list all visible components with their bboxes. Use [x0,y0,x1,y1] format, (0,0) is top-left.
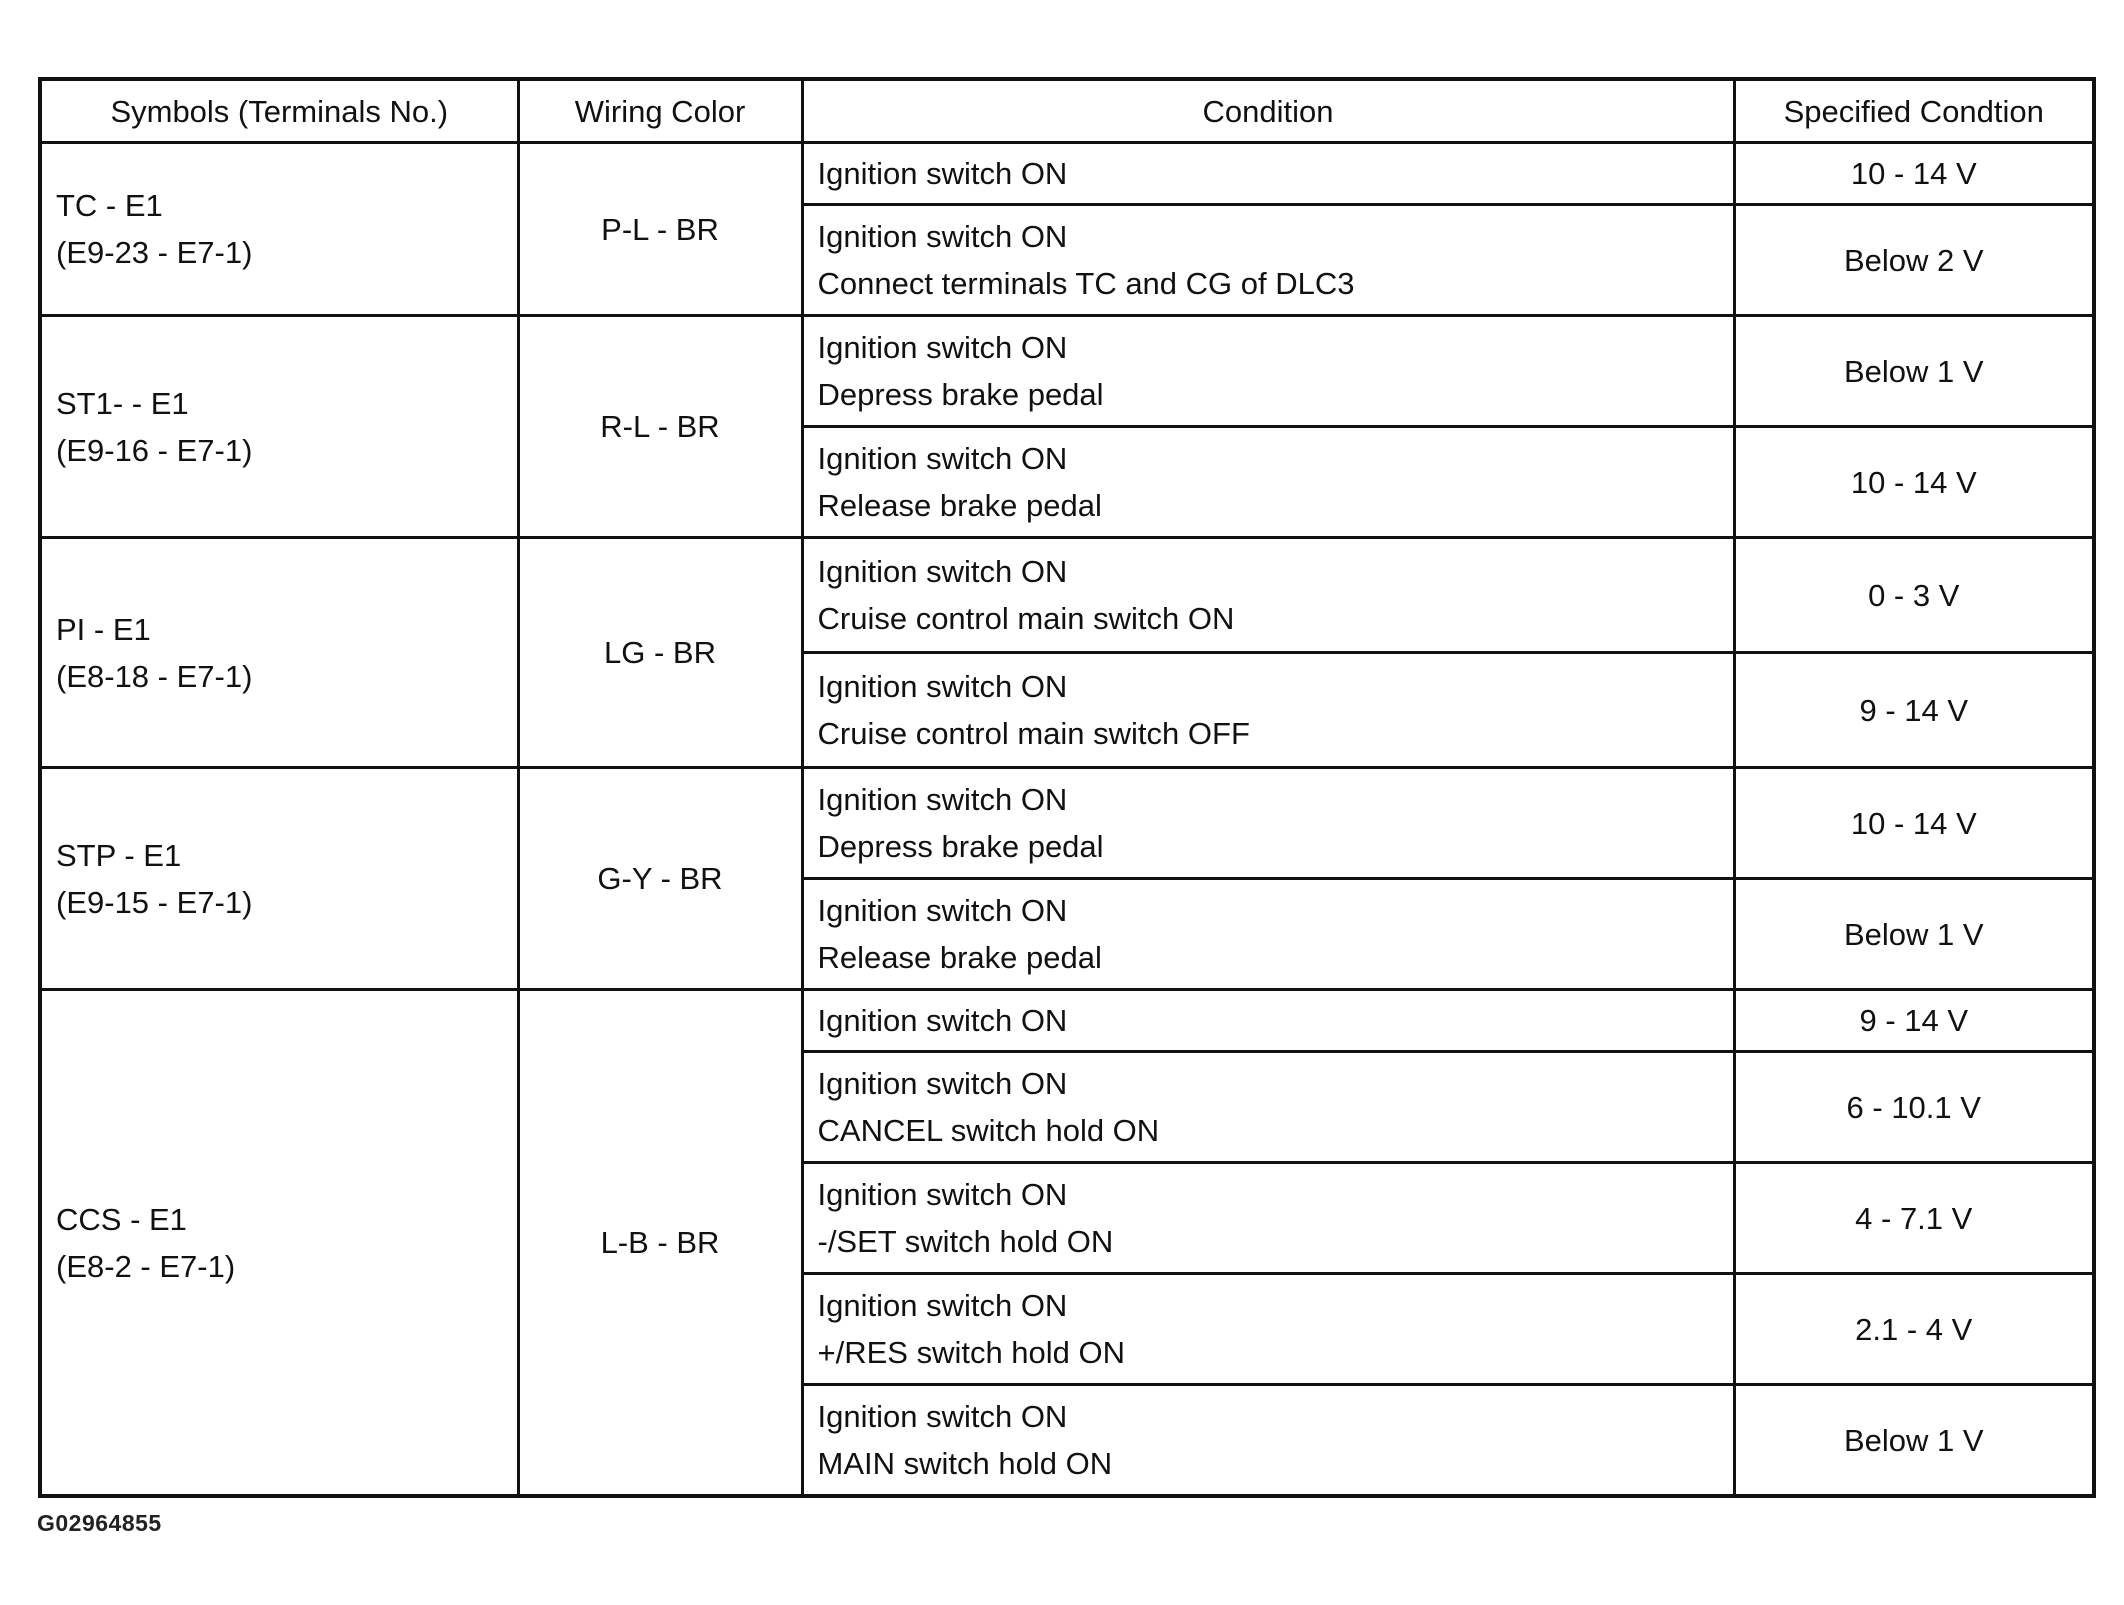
terminal-numbers: (E9-23 - E7-1) [56,235,253,270]
terminal-numbers: (E8-2 - E7-1) [56,1248,236,1284]
condition-line: +/RES switch hold ON [817,1335,1126,1370]
table-row [40,990,2094,1052]
condition-line: Ignition switch ON [817,330,1068,365]
condition-line: Ignition switch ON [817,156,1068,191]
symbol-name: CCS - E1 [56,1201,187,1237]
terminal-voltage-table [38,77,2096,1498]
header-wiring-color: Wiring Color [518,79,802,143]
condition-line: -/SET switch hold ON [817,1224,1114,1259]
spec-cell: Below 1 V [1734,879,2094,990]
table-row [40,768,2094,879]
condition-cell [802,879,1734,990]
symbol-cell [40,768,518,990]
header-condition: Condition [802,79,1734,143]
condition-line: Cruise control main switch ON [817,601,1235,636]
condition-line: CANCEL switch hold ON [817,1113,1160,1148]
condition-cell [802,1163,1734,1274]
wiring-color-cell: LG - BR [518,538,802,768]
wiring-color-cell: G-Y - BR [518,768,802,990]
table-row [40,143,2094,205]
symbol-name: ST1- - E1 [56,385,189,421]
wiring-color-cell: L-B - BR [518,990,802,1497]
spec-cell: 0 - 3 V [1734,538,2094,653]
condition-line: Ignition switch ON [817,1066,1068,1101]
spec-cell: 10 - 14 V [1734,768,2094,879]
condition-line: Ignition switch ON [817,669,1068,704]
wiring-color-cell: P-L - BR [518,143,802,316]
spec-cell: Below 1 V [1734,1385,2094,1497]
spec-cell: 9 - 14 V [1734,990,2094,1052]
spec-cell: 4 - 7.1 V [1734,1163,2094,1274]
symbol-cell [40,143,518,316]
spec-cell: 9 - 14 V [1734,653,2094,768]
condition-line: Ignition switch ON [817,1288,1068,1323]
condition-cell [802,143,1734,205]
terminal-numbers: (E9-16 - E7-1) [56,432,253,468]
condition-cell [802,538,1734,653]
condition-cell [802,1052,1734,1163]
header-specified-condition: Specified Condtion [1734,79,2094,143]
condition-cell [802,768,1734,879]
condition-line: Release brake pedal [817,940,1102,975]
condition-cell [802,990,1734,1052]
condition-line: Cruise control main switch OFF [817,716,1250,751]
spec-cell: Below 2 V [1734,205,2094,316]
condition-line: Ignition switch ON [817,893,1068,928]
condition-line: Ignition switch ON [817,1177,1068,1212]
condition-cell [802,205,1734,316]
terminal-numbers: (E9-15 - E7-1) [56,884,253,920]
header-symbols: Symbols (Terminals No.) [40,79,518,143]
spec-cell: 10 - 14 V [1734,427,2094,538]
condition-line: Depress brake pedal [817,829,1104,864]
condition-cell [802,427,1734,538]
condition-line: Ignition switch ON [817,441,1068,476]
spec-cell: 2.1 - 4 V [1734,1274,2094,1385]
condition-line: Ignition switch ON [817,1003,1068,1038]
symbol-name: TC - E1 [56,188,163,223]
terminal-numbers: (E8-18 - E7-1) [56,658,253,694]
condition-line: Ignition switch ON [817,554,1068,589]
header-row [40,79,2094,143]
condition-line: Depress brake pedal [817,377,1104,412]
wiring-color-cell: R-L - BR [518,316,802,538]
spec-cell: 6 - 10.1 V [1734,1052,2094,1163]
symbol-name: STP - E1 [56,837,182,873]
table-row [40,538,2094,653]
condition-line: Connect terminals TC and CG of DLC3 [817,266,1355,301]
spec-cell: Below 1 V [1734,316,2094,427]
condition-line: Ignition switch ON [817,782,1068,817]
symbol-name: PI - E1 [56,611,151,647]
spec-cell: 10 - 14 V [1734,143,2094,205]
condition-line: Ignition switch ON [817,219,1068,254]
condition-cell [802,1274,1734,1385]
table-row [40,316,2094,427]
figure-code: G02964855 [37,1510,162,1536]
condition-cell [802,1385,1734,1497]
symbol-cell [40,990,518,1497]
condition-cell [802,653,1734,768]
symbol-cell [40,316,518,538]
condition-cell [802,316,1734,427]
condition-line: Release brake pedal [817,488,1102,523]
symbol-cell [40,538,518,768]
condition-line: Ignition switch ON [817,1399,1068,1434]
condition-line: MAIN switch hold ON [817,1446,1113,1481]
